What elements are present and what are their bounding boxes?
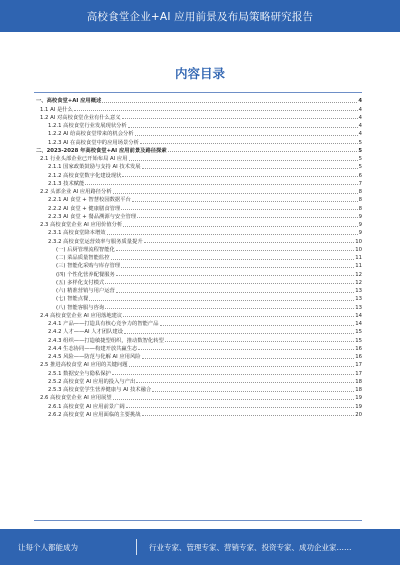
report-title: 高校食堂企业+AI 应用前景及布局策略研究报告: [86, 10, 314, 23]
toc-entry-page: 15: [355, 337, 362, 344]
toc-entry-label: 1.2.2 AI 给高校食堂带来的机会分析: [48, 131, 134, 138]
toc-entry-label: 2.4.3 组织——打造敏捷型组织，推动数智化转型: [48, 337, 164, 344]
toc-entry-page: 4: [358, 131, 362, 138]
toc-entry-label: 2.2.3 AI 食堂 + 餐品溯源与安全管理: [48, 213, 137, 220]
toc-entry-label: 2.1 行业头部企业已开始布局 AI 应用: [40, 156, 128, 162]
toc-entry-label: (四) 个性化营养配餐服务: [56, 271, 115, 278]
toc-entry[interactable]: [34, 319, 362, 327]
toc-entry[interactable]: [34, 311, 362, 319]
toc-leader-dots: [112, 374, 354, 375]
toc-leader-dots: [129, 366, 355, 367]
toc-entry[interactable]: [34, 360, 362, 368]
toc-entry[interactable]: [34, 170, 362, 178]
toc-entry-page: 9: [358, 222, 362, 228]
toc-entry-label: 二、2023-2028 年高校食堂+AI 应用前景及路径探索: [36, 147, 167, 154]
toc-entry-page: 10: [355, 246, 362, 253]
toc-leader-dots: [116, 292, 354, 293]
toc-entry-page: 18: [355, 378, 362, 385]
toc-entry-page: 14: [355, 321, 362, 327]
toc-leader-dots: [113, 399, 355, 400]
toc-entry-label: 一、高校食堂+AI 应用概述: [36, 98, 102, 105]
toc-entry-page: 9: [358, 213, 362, 220]
top-divider: [34, 92, 362, 93]
header-bar: [0, 0, 400, 32]
toc-entry-page: 5: [358, 147, 362, 154]
toc-entry-label: 2.1.2 高校食堂数字化建设现状: [48, 172, 122, 179]
toc-leader-dots: [126, 407, 355, 408]
toc-entry[interactable]: [34, 253, 362, 261]
toc-entry[interactable]: [34, 245, 362, 253]
toc-entry-page: 4: [358, 106, 362, 113]
toc-leader-dots: [116, 250, 354, 251]
toc-entry-label: 1.1 AI 是什么: [40, 106, 73, 113]
toc-entry-label: (二) 菜品质量智能监控: [56, 255, 110, 261]
toc-entry-page: 6: [358, 172, 362, 179]
toc-entry[interactable]: [34, 278, 362, 286]
toc-entry-page: 15: [355, 329, 362, 336]
toc-entry-label: 1.2 AI 对高校食堂企业有什么意义: [40, 114, 121, 121]
toc-entry[interactable]: [34, 154, 362, 162]
toc-entry[interactable]: [34, 377, 362, 385]
toc-entry-page: 16: [355, 345, 362, 352]
toc-entry-page: 13: [355, 296, 362, 303]
toc-leader-dots: [144, 242, 355, 243]
toc-entry[interactable]: [34, 261, 362, 269]
toc-leader-dots: [121, 267, 354, 268]
toc-entry-page: 12: [355, 279, 362, 286]
toc-entry-label: (三) 智能化采购与库存管理: [56, 263, 121, 270]
toc-leader-dots: [135, 135, 358, 136]
toc-leader-dots: [124, 333, 354, 334]
toc-entry[interactable]: [34, 220, 362, 228]
toc-entry[interactable]: [34, 212, 362, 220]
toc-leader-dots: [160, 325, 355, 326]
footer-slogan: 让每个人都能成为: [18, 542, 78, 552]
toc-entry-label: 2.3.1 高校食堂降本增效: [48, 230, 106, 237]
footer-bar: [0, 529, 400, 565]
toc-entry-label: 2.2.2 AI 食堂 + 健康膳食管理: [48, 205, 121, 212]
toc-entry[interactable]: [34, 179, 362, 187]
toc-entry[interactable]: [34, 286, 362, 294]
toc-leader-dots: [122, 176, 357, 177]
toc-entry-label: 2.1.1 国家政策鼓励与支持 AI 技术发展: [48, 164, 141, 171]
toc-entry-label: 2.6.1 高校食堂 AI 应用前景广阔: [48, 403, 125, 410]
toc-entry-page: 17: [355, 370, 362, 377]
toc-leader-dots: [129, 160, 358, 161]
toc-entry-label: 2.4.5 风险——防范与化解 AI 应用风险: [48, 354, 141, 360]
toc-entry-page: 5: [358, 164, 362, 171]
toc-leader-dots: [113, 193, 358, 194]
toc-entry-label: (八) 智能客服与咨询: [56, 304, 105, 311]
toc-entry[interactable]: [34, 129, 362, 137]
toc-entry[interactable]: [34, 401, 362, 409]
toc-entry-page: 4: [358, 123, 362, 129]
toc-leader-dots: [121, 209, 357, 210]
toc-leader-dots: [123, 316, 354, 317]
toc-entry-page: 5: [358, 156, 362, 162]
toc-entry-label: 2.5.3 高校食堂学生营养健康与 AI 技术融合: [48, 387, 152, 393]
toc-leader-dots: [105, 283, 354, 284]
toc-leader-dots: [123, 226, 357, 227]
toc-leader-dots: [140, 143, 358, 144]
toc-entry[interactable]: [34, 410, 362, 418]
toc-leader-dots: [138, 349, 354, 350]
toc-entry-label: 2.3 高校食堂企业 AI 应用价值分析: [40, 222, 123, 228]
toc-entry-page: 18: [355, 387, 362, 393]
toc-entry-label: (五) 多样化支付模式: [56, 279, 105, 286]
toc-entry-page: 11: [355, 255, 362, 261]
toc-entry[interactable]: [34, 187, 362, 195]
toc-entry-page: 5: [358, 139, 362, 146]
toc-entry[interactable]: [34, 203, 362, 211]
toc-entry-label: 2.4.1 产品——打造具有核心竞争力的智能产品: [48, 321, 159, 327]
toc-entry-label: 2.2.1 AI 食堂 + 智慧校园数据平台: [48, 197, 131, 204]
toc-entry[interactable]: [34, 195, 362, 203]
toc-entry[interactable]: [34, 146, 362, 154]
toc-entry[interactable]: [34, 121, 362, 129]
toc-heading: 内容目录: [174, 66, 225, 81]
toc-leader-dots: [85, 184, 357, 185]
toc-entry-page: 8: [358, 197, 362, 204]
toc-leader-dots: [168, 151, 358, 152]
toc-entry[interactable]: [34, 162, 362, 170]
toc-entry[interactable]: [34, 368, 362, 376]
toc-entry-page: 17: [355, 362, 362, 369]
toc-entry[interactable]: [34, 236, 362, 244]
toc-entry-page: 11: [355, 263, 362, 270]
toc-entry-label: (七) 智能点餐: [56, 296, 89, 303]
toc-entry[interactable]: [34, 113, 362, 121]
toc-entry-page: 13: [355, 288, 362, 294]
toc-leader-dots: [165, 341, 354, 342]
toc-entry-label: 2.6 高校食堂企业 AI 应用展望: [40, 395, 112, 402]
toc-entry-label: 1.2.3 AI 在高校食堂中的应用场景分析: [48, 139, 139, 146]
toc-entry-label: (一) 后厨管理流程智能化: [56, 246, 115, 253]
toc-entry-page: 12: [355, 271, 362, 278]
toc-entry[interactable]: [34, 104, 362, 112]
toc-leader-dots: [142, 168, 358, 169]
toc-entry-page: 8: [358, 189, 362, 195]
toc-entry[interactable]: [34, 393, 362, 401]
toc-entry[interactable]: [34, 269, 362, 277]
toc-leader-dots: [128, 127, 358, 128]
toc-leader-dots: [116, 275, 354, 276]
toc-entry-label: 2.4.4 生态协同——构建开放共赢生态: [48, 345, 138, 352]
toc-entry[interactable]: [34, 344, 362, 352]
footer-tagline: 行业专家、管理专家、营销专家、投资专家、成功企业家……: [149, 542, 352, 552]
toc-entry-page: 20: [355, 411, 362, 418]
toc-entry[interactable]: [34, 96, 362, 104]
toc-entry-page: 14: [355, 312, 362, 319]
toc-entry-page: 16: [355, 354, 362, 360]
toc-entry-page: 8: [358, 205, 362, 212]
toc-leader-dots: [74, 110, 358, 111]
toc-entry-label: (六) 精准营销与用户运营: [56, 288, 115, 294]
toc-leader-dots: [105, 308, 354, 309]
toc-entry-label: 2.2 头部企业 AI 应用路径分析: [40, 189, 112, 195]
toc-leader-dots: [89, 300, 354, 301]
toc-entry[interactable]: [34, 228, 362, 236]
toc-leader-dots: [137, 217, 358, 218]
toc-entry[interactable]: [34, 335, 362, 343]
toc-entry-label: 2.3.2 高校食堂运营效率与服务质量提升: [48, 238, 143, 245]
toc-entry-page: 19: [355, 403, 362, 410]
toc-leader-dots: [152, 391, 354, 392]
toc-entry-page: 9: [358, 230, 362, 237]
toc-leader-dots: [111, 259, 355, 260]
toc-leader-dots: [136, 382, 354, 383]
toc-entry[interactable]: [34, 327, 362, 335]
toc-leader-dots: [122, 118, 358, 119]
toc-entry[interactable]: [34, 352, 362, 360]
bottom-divider: [34, 520, 362, 521]
toc-entry-label: 2.5.1 数据安全与隐私保护: [48, 370, 111, 377]
toc-entry-page: 7: [358, 180, 362, 187]
toc-entry-page: 13: [355, 304, 362, 311]
toc-entry-page: 10: [355, 238, 362, 245]
toc-entry-label: 1.2.1 高校食堂行业发展现状分析: [48, 123, 127, 129]
toc-entry-page: 19: [355, 395, 362, 402]
toc-leader-dots: [107, 234, 358, 235]
toc-leader-dots: [102, 102, 357, 103]
toc-entry-label: 2.5 推进高校食堂 AI 应用的关键问题: [40, 362, 128, 369]
footer-divider: [136, 539, 137, 555]
toc-entry-label: 2.4.2 人才——AI 人才团队建设: [48, 329, 124, 336]
toc-entry-label: 2.1.3 技术赋能: [48, 180, 85, 187]
toc-entry-label: 2.5.2 高校食堂 AI 应用的投入与产出: [48, 378, 136, 385]
toc-leader-dots: [142, 358, 355, 359]
toc-entry[interactable]: [34, 385, 362, 393]
toc-entry-page: 4: [358, 98, 362, 105]
toc-entry-label: 2.6.2 高校食堂 AI 应用面临的主要挑战: [48, 411, 141, 418]
toc-entry-label: 2.4 高校食堂企业 AI 应用落地建议: [40, 312, 123, 319]
toc-leader-dots: [142, 415, 355, 416]
table-of-contents: [34, 96, 362, 418]
toc-entry[interactable]: [34, 302, 362, 310]
toc-entry[interactable]: [34, 137, 362, 145]
toc-entry-page: 4: [358, 114, 362, 121]
toc-leader-dots: [132, 201, 358, 202]
toc-entry[interactable]: [34, 294, 362, 302]
